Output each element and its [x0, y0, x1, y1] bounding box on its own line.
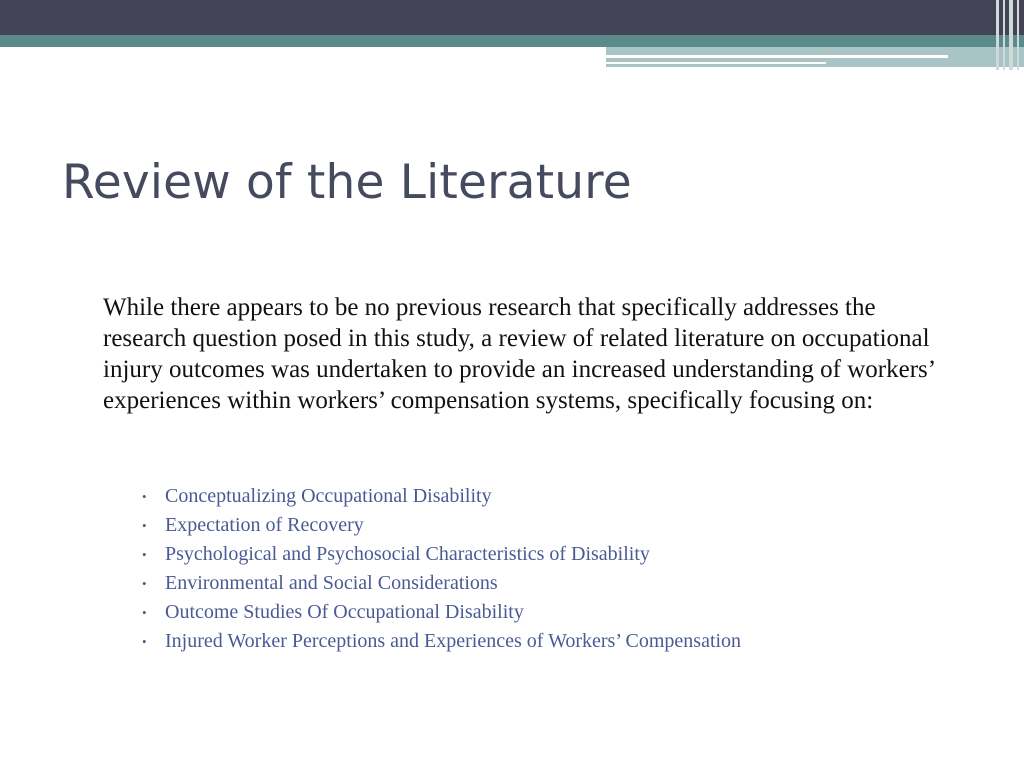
bullet-icon: •	[142, 634, 147, 649]
list-item	[140, 598, 741, 627]
topic-list	[140, 482, 741, 656]
header-band-teal	[0, 35, 1024, 47]
header-stripes	[994, 0, 1024, 70]
body-paragraph: While there appears to be no previous research that specifically addresses the research question posed in this study, a review of related literature on occupational injury outcomes was undertaken to provide an increased understanding of workers’ experiences within workers’ compensation systems, specifically focusing on:	[103, 294, 935, 414]
list-item	[140, 627, 741, 656]
list-item-text: Outcome Studies Of Occupational Disability	[165, 601, 524, 623]
list-item	[140, 511, 741, 540]
bullet-icon: •	[142, 605, 147, 620]
list-item-text: Environmental and Social Considerations	[165, 572, 498, 594]
bullet-icon: •	[142, 547, 147, 562]
header-band-dark	[0, 0, 1024, 35]
list-item-text: Conceptualizing Occupational Disability	[165, 485, 492, 507]
list-item-text: Psychological and Psychosocial Characteristics of Disability	[165, 543, 650, 565]
header-accent-line-thin	[606, 62, 826, 64]
list-item-text: Expectation of Recovery	[165, 514, 364, 536]
bullet-icon: •	[142, 518, 147, 533]
slide-title: Review of the Literature	[62, 155, 632, 210]
bullet-icon: •	[142, 489, 147, 504]
bullet-icon: •	[142, 576, 147, 591]
header-accent-line	[606, 55, 948, 58]
list-item	[140, 569, 741, 598]
list-item-text: Injured Worker Perceptions and Experiences of Workers’ Compensation	[165, 630, 742, 652]
list-item	[140, 540, 741, 569]
list-item	[140, 482, 741, 511]
